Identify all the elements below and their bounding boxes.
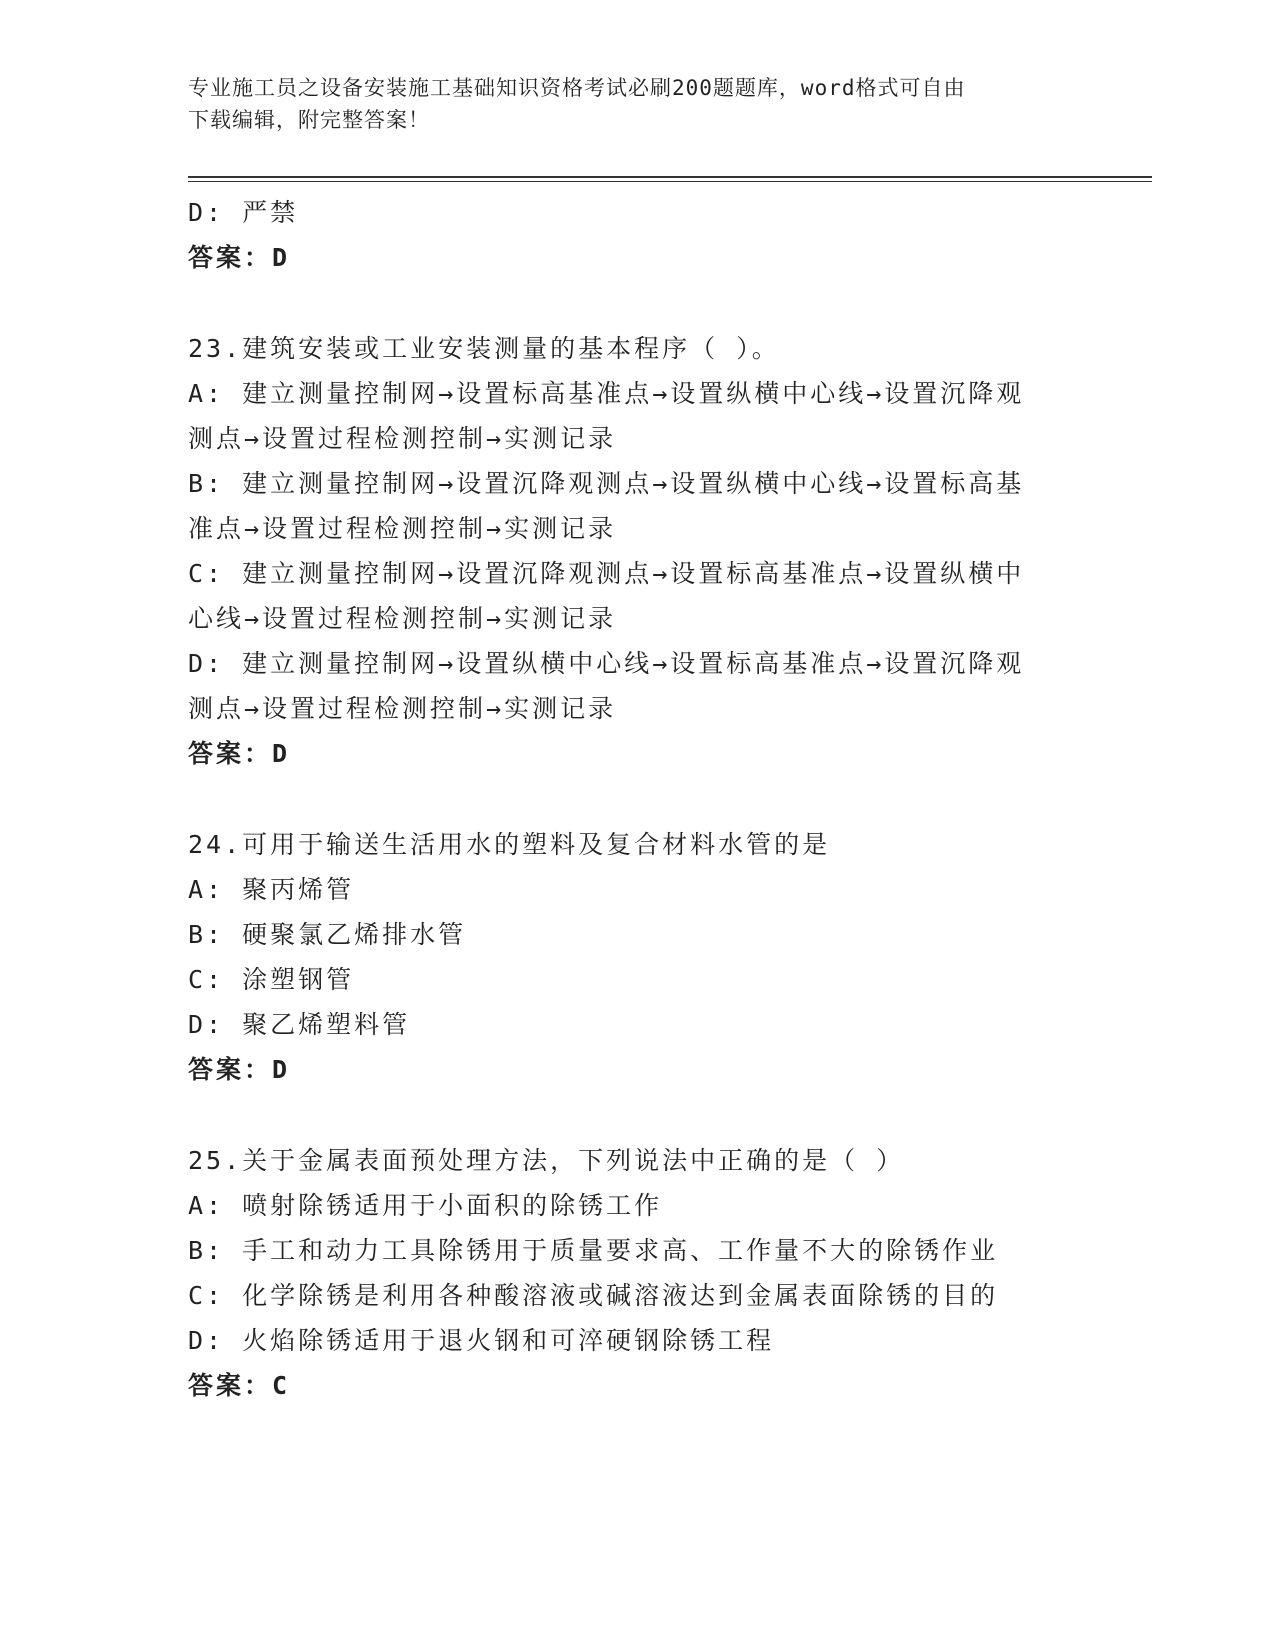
- option-d: D: 聚乙烯塑料管: [188, 1010, 411, 1039]
- header-divider-thick: [188, 176, 1152, 178]
- question-stem: 23.建筑安装或工业安装测量的基本程序（ ）。: [188, 334, 780, 363]
- answer-line: 答案：C: [188, 1371, 291, 1400]
- option-b: B: 手工和动力工具除锈用于质量要求高、工作量不大的除锈作业: [188, 1236, 999, 1265]
- option-d-line-1: D: 建立测量控制网→设置纵横中心线→设置标高基准点→设置沉降观: [188, 649, 1025, 678]
- option-b-line-2: 准点→设置过程检测控制→实测记录: [188, 514, 617, 543]
- option-a-line-1: A: 建立测量控制网→设置标高基准点→设置纵横中心线→设置沉降观: [188, 379, 1025, 408]
- question-24: [188, 822, 1088, 1092]
- option-d: D: 火焰除锈适用于退火钢和可淬硬钢除锈工程: [188, 1326, 775, 1355]
- option-c: C: 涂塑钢管: [188, 965, 355, 994]
- option-b: B: 硬聚氯乙烯排水管: [188, 920, 467, 949]
- question-stem: 24.可用于输送生活用水的塑料及复合材料水管的是: [188, 830, 831, 859]
- document-header: [188, 72, 1068, 136]
- question-25: [188, 1138, 1088, 1408]
- header-title-line-2: 下载编辑，附完整答案！: [188, 108, 430, 132]
- answer-line: 答案：D: [188, 739, 291, 768]
- question-22-continuation: [188, 190, 1088, 280]
- option-c-line-2: 心线→设置过程检测控制→实测记录: [188, 604, 617, 633]
- option-c-line-1: C: 建立测量控制网→设置沉降观测点→设置标高基准点→设置纵横中: [188, 559, 1025, 588]
- answer-line: 答案：D: [188, 243, 291, 272]
- option-a: A: 喷射除锈适用于小面积的除锈工作: [188, 1191, 663, 1220]
- document-body: [188, 190, 1088, 1408]
- question-23: [188, 326, 1088, 776]
- option-b-line-1: B: 建立测量控制网→设置沉降观测点→设置纵横中心线→设置标高基: [188, 469, 1025, 498]
- question-stem: 25.关于金属表面预处理方法，下列说法中正确的是（ ）: [188, 1146, 905, 1175]
- option-c: C: 化学除锈是利用各种酸溶液或碱溶液达到金属表面除锈的目的: [188, 1281, 999, 1310]
- option-a-line-2: 测点→设置过程检测控制→实测记录: [188, 424, 617, 453]
- option-d: D: 严禁: [188, 198, 299, 227]
- header-divider-thin: [188, 181, 1152, 182]
- option-a: A: 聚丙烯管: [188, 875, 355, 904]
- answer-line: 答案：D: [188, 1055, 291, 1084]
- option-d-line-2: 测点→设置过程检测控制→实测记录: [188, 694, 617, 723]
- header-title-line-1: 专业施工员之设备安装施工基础知识资格考试必刷200题题库，word格式可自由: [188, 76, 966, 100]
